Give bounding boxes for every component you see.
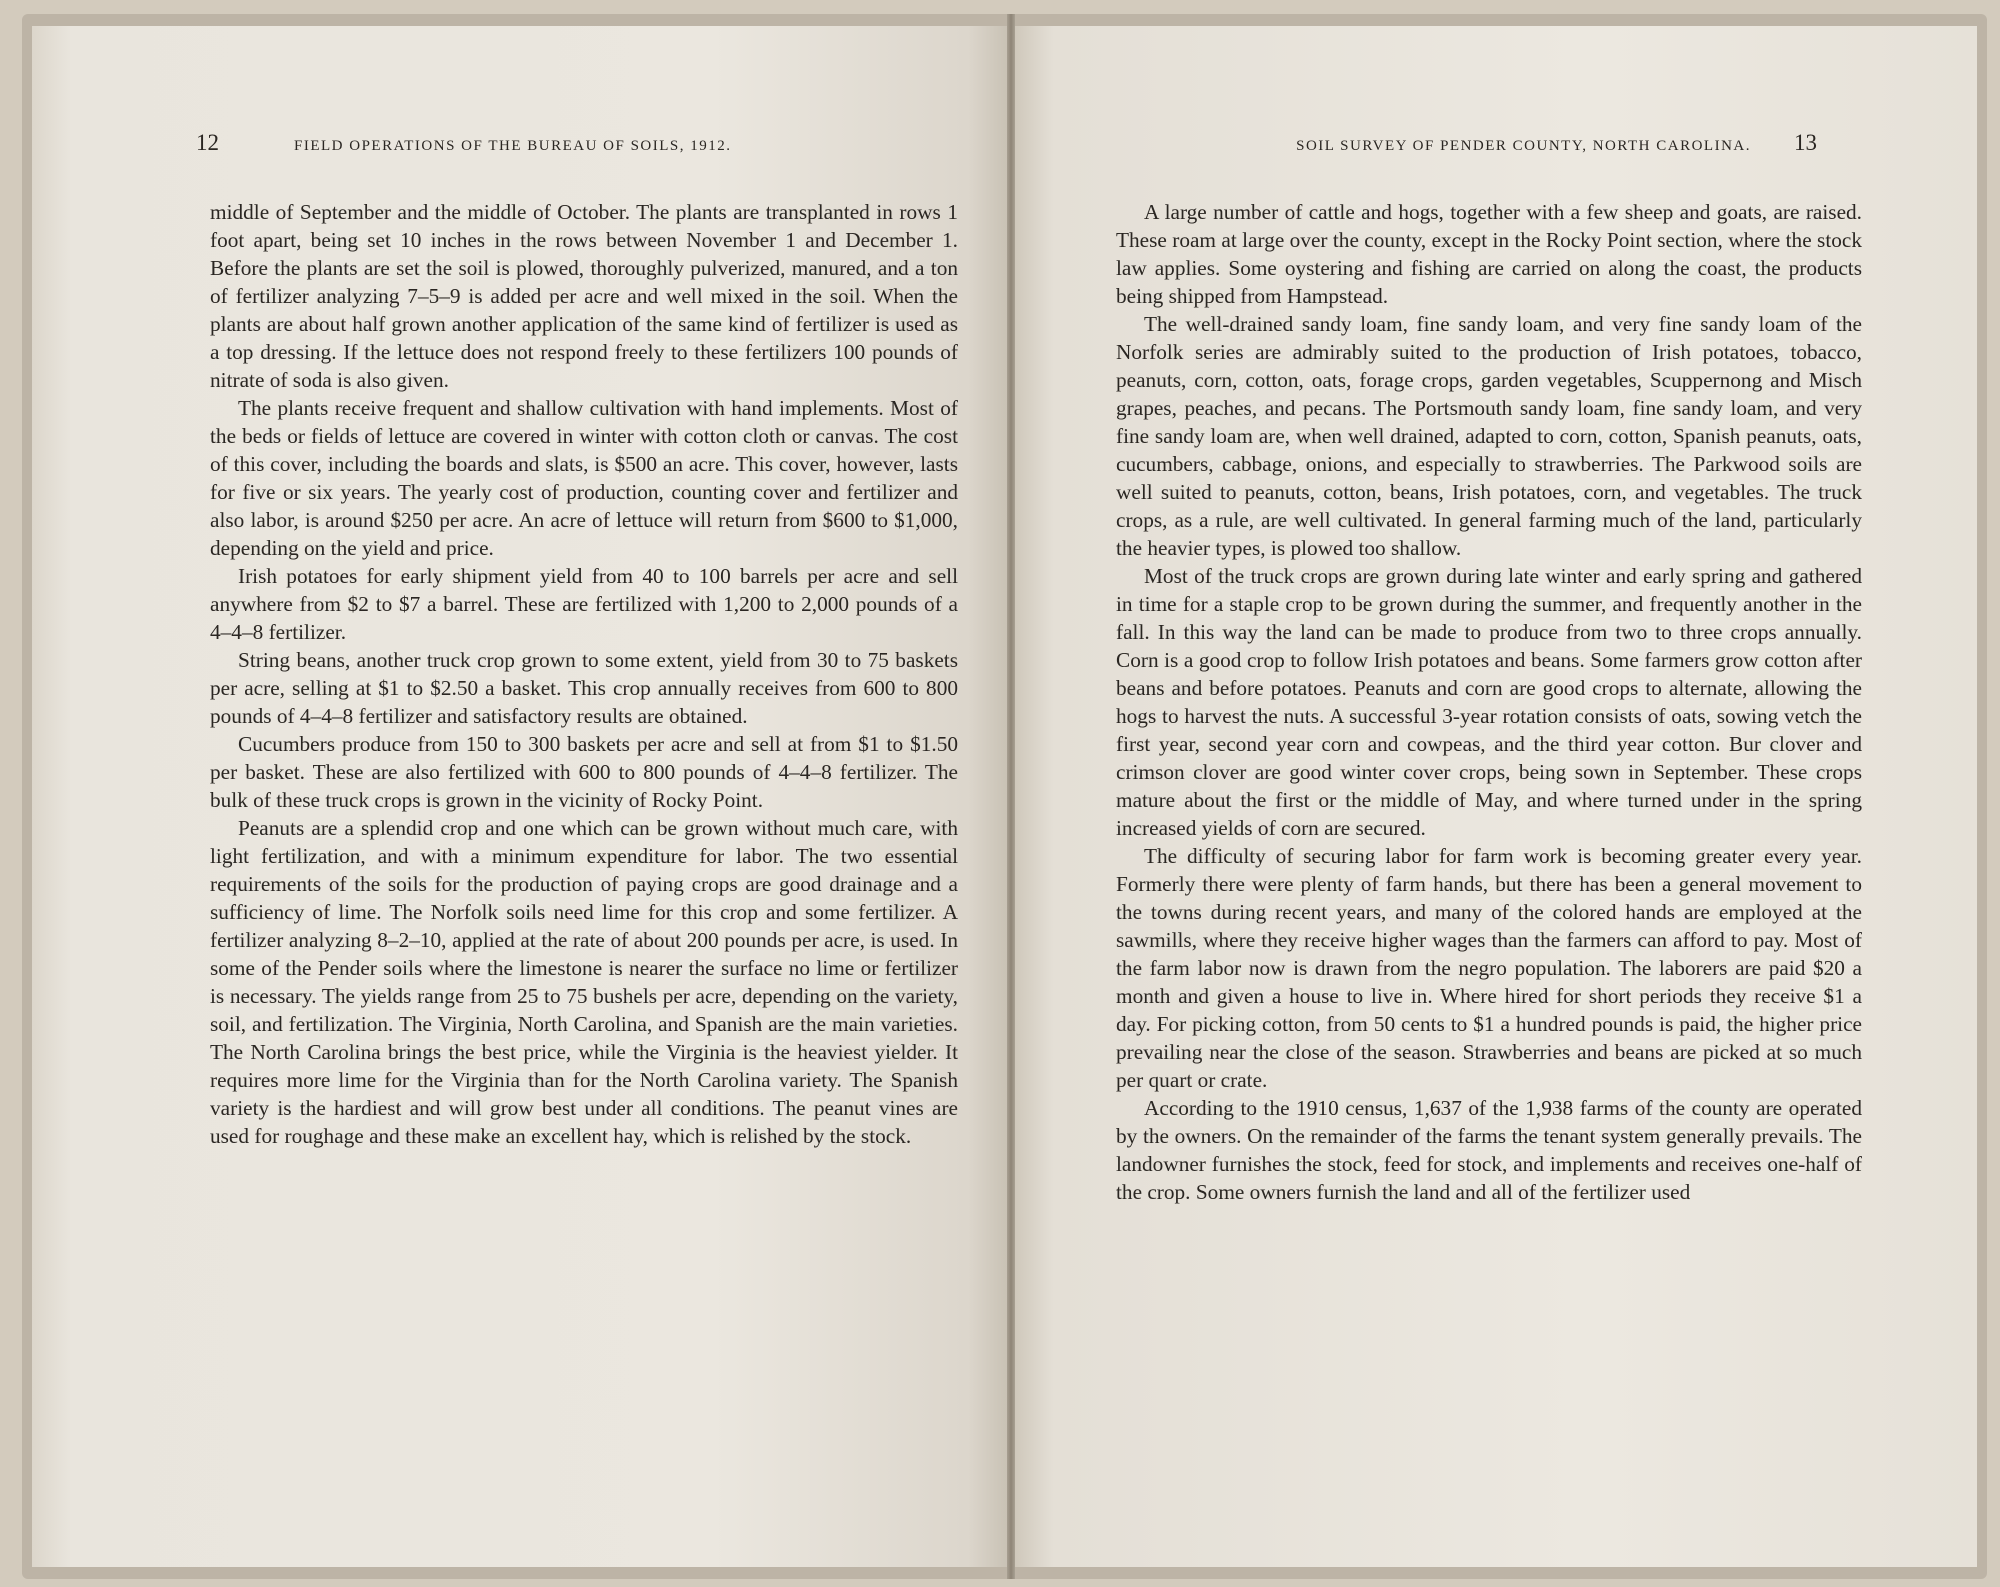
paragraph: String beans, another truck crop grown to some extent, yield from 30 to 75 baskets per acre, selling at $1 to $2.50 a basket. This crop annually receives from 600 to 800 pounds of 4–4–8 fertilizer and satisfactory results are obtained. — [210, 648, 958, 728]
paragraph: Peanuts are a splendid crop and one which can be grown without much care, with light fertilization, and with a minimum expenditure for labor. The two essential requirements of the soils for the production of paying crops are good drainage and a sufficiency of lime. The Norfolk soils need lime for this crop and some fertilizer. A fertilizer analyzing 8–2–10, applied at the rate of about 200 pounds per acre, is used. In some of the Pender soils where the limestone is nearer the surface no lime or fertilizer is necessary. The yields range from 25 to 75 bushels per acre, depending on the variety, soil, and fertilization. The Virginia, North Carolina, and Spanish are the main varieties. The North Carolina brings the best price, while the Virginia is the heaviest yielder. It requires more lime for the Virginia than for the North Carolina variety. The Spanish variety is the hardiest and will grow best under all conditions. The peanut vines are used for roughage and these make an excellent hay, which is relished by the stock. — [210, 816, 958, 1148]
left-page-text — [210, 198, 958, 1150]
paragraph: According to the 1910 census, 1,637 of the 1,938 farms of the county are operated by the owners. On the remainder of the farms the tenant system generally prevails. The landowner furnishes the stock, feed for stock, and implements and receives one-half of the crop. Some owners furnish the land and all of the fertilizer used — [1116, 1096, 1862, 1204]
right-page — [1015, 26, 1977, 1567]
page-number: 13 — [1794, 130, 1817, 155]
left-page — [32, 26, 1007, 1567]
paragraph: A large number of cattle and hogs, together with a few sheep and goats, are raised. These roam at large over the county, except in the Rocky Point section, where the stock law applies. Some oystering and fishing are carried on along the coast, the products being shipped from Hampstead. — [1116, 200, 1862, 308]
running-head: SOIL SURVEY OF PENDER COUNTY, NORTH CAROLINA. — [1296, 138, 1751, 154]
book-gutter — [1007, 14, 1015, 1579]
paragraph: Most of the truck crops are grown during late winter and early spring and gathered in time for a staple crop to be grown during the summer, and frequently another in the fall. In this way the land can be made to produce from two to three crops annually. Corn is a good crop to follow Irish potatoes and beans. Some farmers grow cotton after beans and before potatoes. Peanuts and corn are good crops to alternate, allowing the hogs to harvest the nuts. A successful 3-year rotation consists of oats, sowing vetch the first year, second year corn and cowpeas, and the third year cotton. Bur clover and crimson clover are good winter cover crops, being sown in September. These crops mature about the first or the middle of May, and where turned under in the spring increased yields of corn are secured. — [1116, 564, 1862, 840]
paragraph: middle of September and the middle of October. The plants are transplanted in rows 1 foot apart, being set 10 inches in the rows between November 1 and December 1. Before the plants are set the soil is plowed, thoroughly pulverized, manured, and a ton of fertilizer analyzing 7–5–9 is added per acre and well mixed in the soil. When the plants are about half grown another application of the same kind of fertilizer is used as a top dressing. If the lettuce does not respond freely to these fertilizers 100 pounds of nitrate of soda is also given. — [210, 200, 958, 392]
paragraph: The well-drained sandy loam, fine sandy loam, and very fine sandy loam of the Norfolk series are admirably suited to the production of Irish potatoes, tobacco, peanuts, corn, cotton, oats, forage crops, garden vegetables, Scuppernong and Misch grapes, peaches, and pecans. The Portsmouth sandy loam, fine sandy loam, and very fine sandy loam are, when well drained, adapted to corn, cotton, Spanish peanuts, oats, cucumbers, cabbage, onions, and especially to strawberries. The Parkwood soils are well suited to peanuts, cotton, beans, Irish potatoes, corn, and vegetables. The truck crops, as a rule, are well cultivated. In general farming much of the land, particularly the heavier types, is plowed too shallow. — [1116, 312, 1862, 560]
paragraph: The difficulty of securing labor for farm work is becoming greater every year. Formerly there were plenty of farm hands, but there has been a general movement to the towns during recent years, and many of the colored hands are employed at the sawmills, where they receive higher wages than the farmers can afford to pay. Most of the farm labor now is drawn from the negro population. The laborers are paid $20 a month and given a house to live in. Where hired for short periods they receive $1 a day. For picking cotton, from 50 cents to $1 a hundred pounds is paid, the higher price prevailing near the close of the season. Strawberries and beans are picked at so much per quart or crate. — [1116, 844, 1862, 1092]
paragraph: Irish potatoes for early shipment yield from 40 to 100 barrels per acre and sell anywhere from $2 to $7 a barrel. These are fertilized with 1,200 to 2,000 pounds of a 4–4–8 fertilizer. — [210, 564, 958, 644]
right-page-text — [1116, 198, 1862, 1206]
page-number: 12 — [196, 130, 219, 155]
paragraph: The plants receive frequent and shallow cultivation with hand implements. Most of the beds or fields of lettuce are covered in winter with cotton cloth or canvas. The cost of this cover, including the boards and slats, is $500 an acre. This cover, however, lasts for five or six years. The yearly cost of production, counting cover and fertilizer and also labor, is around $250 per acre. An acre of lettuce will return from $600 to $1,000, depending on the yield and price. — [210, 396, 958, 560]
paragraph: Cucumbers produce from 150 to 300 baskets per acre and sell at from $1 to $1.50 per basket. These are also fertilized with 600 to 800 pounds of 4–4–8 fertilizer. The bulk of these truck crops is grown in the vicinity of Rocky Point. — [210, 732, 958, 812]
open-book — [22, 14, 1987, 1579]
running-head: FIELD OPERATIONS OF THE BUREAU OF SOILS, 1912. — [294, 138, 732, 154]
